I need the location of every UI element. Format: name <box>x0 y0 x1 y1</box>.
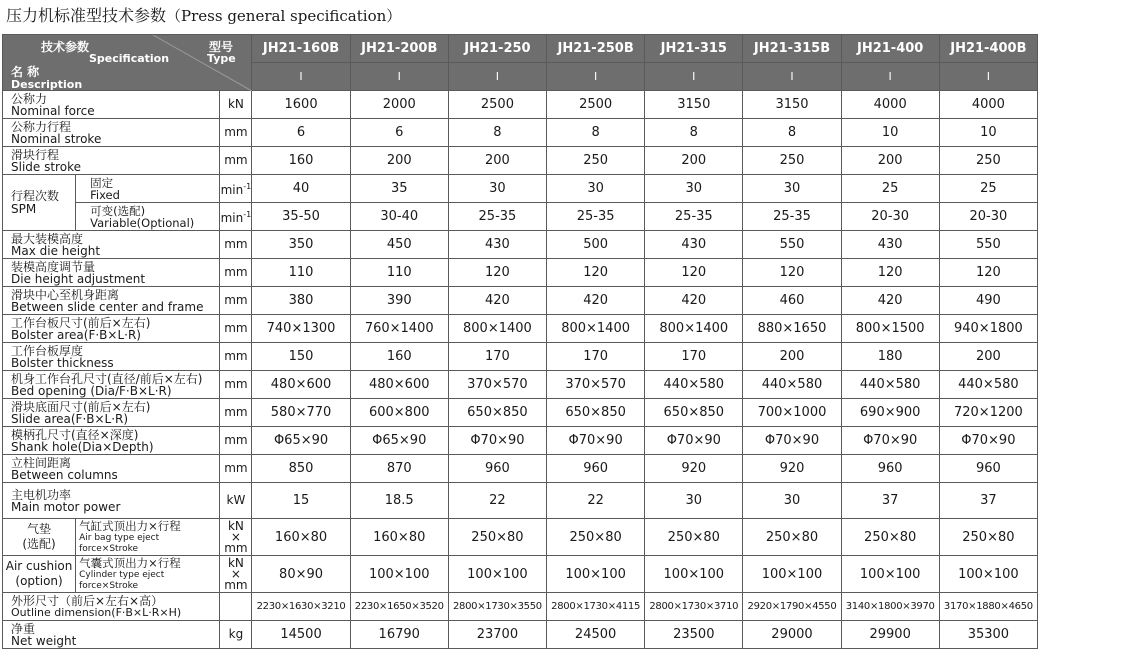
row-unit: mm <box>220 119 252 147</box>
row-unit <box>220 593 252 621</box>
table-cell: 3140×1800×3970 <box>841 593 939 621</box>
table-cell: 24500 <box>547 621 645 649</box>
table-cell: 120 <box>547 259 645 287</box>
table-cell: 2800×1730×3710 <box>645 593 743 621</box>
table-cell: Φ70×90 <box>448 427 546 455</box>
row-unit: mm <box>220 427 252 455</box>
spec-table <box>2 34 1038 649</box>
desc-en: Description <box>11 78 83 91</box>
table-cell: 35 <box>350 175 448 203</box>
row-description: 立柱间距离 Between columns <box>3 455 220 483</box>
row-unit: mm <box>220 343 252 371</box>
table-cell: 15 <box>252 483 350 519</box>
row-unit: kN × mm <box>220 519 252 556</box>
table-cell: 170 <box>645 343 743 371</box>
spec-zh: 技术参数 <box>41 40 90 54</box>
table-cell: 30 <box>448 175 546 203</box>
table-cell: 250×80 <box>841 519 939 556</box>
table-cell: 720×1200 <box>939 399 1037 427</box>
table-cell: 100×100 <box>645 556 743 593</box>
table-cell: 2230×1630×3210 <box>252 593 350 621</box>
table-cell: 650×850 <box>645 399 743 427</box>
table-cell: 200 <box>743 343 841 371</box>
table-cell: 850 <box>252 455 350 483</box>
table-cell: Φ65×90 <box>350 427 448 455</box>
table-cell: 350 <box>252 231 350 259</box>
table-cell: 740×1300 <box>252 315 350 343</box>
table-cell: 430 <box>645 231 743 259</box>
table-cell: 35-50 <box>252 203 350 231</box>
table-cell: 550 <box>939 231 1037 259</box>
table-cell: 420 <box>448 287 546 315</box>
table-cell: 100×100 <box>547 556 645 593</box>
row-unit: kN × mm <box>220 556 252 593</box>
table-cell: 200 <box>448 147 546 175</box>
header-corner <box>3 35 252 91</box>
table-cell: 3150 <box>743 91 841 119</box>
table-cell: 920 <box>743 455 841 483</box>
table-cell: 10 <box>841 119 939 147</box>
table-cell: 20-30 <box>939 203 1037 231</box>
row-unit: mm <box>220 455 252 483</box>
model-mark: I <box>547 63 645 91</box>
model-header: JH21-250B <box>547 35 645 63</box>
air-cushion-label-zh: 气垫 (选配) <box>3 519 76 556</box>
table-cell: 10 <box>939 119 1037 147</box>
table-cell: 8 <box>547 119 645 147</box>
table-row <box>3 259 1038 287</box>
table-cell: 440×580 <box>645 371 743 399</box>
table-cell: 180 <box>841 343 939 371</box>
table-cell: 120 <box>645 259 743 287</box>
table-cell: 250×80 <box>645 519 743 556</box>
table-cell: 37 <box>841 483 939 519</box>
table-cell: 430 <box>448 231 546 259</box>
table-cell: 120 <box>939 259 1037 287</box>
title-en: （Press general specification） <box>166 7 402 25</box>
table-cell: 120 <box>841 259 939 287</box>
table-cell: 25-35 <box>547 203 645 231</box>
table-cell: 200 <box>939 343 1037 371</box>
table-cell: 25 <box>939 175 1037 203</box>
table-cell: 30 <box>645 483 743 519</box>
table-cell: 370×570 <box>547 371 645 399</box>
table-cell: 450 <box>350 231 448 259</box>
type-en: Type <box>207 52 236 65</box>
table-cell: 650×850 <box>448 399 546 427</box>
row-description: 工作台板尺寸(前后×左右) Bolster area(F·B×L·R) <box>3 315 220 343</box>
table-row <box>3 455 1038 483</box>
table-row <box>3 343 1038 371</box>
row-description: 公称力行程 Nominal stroke <box>3 119 220 147</box>
table-cell: 960 <box>547 455 645 483</box>
table-cell: 460 <box>743 287 841 315</box>
table-cell: 960 <box>448 455 546 483</box>
table-cell: 960 <box>841 455 939 483</box>
row-unit: mm <box>220 287 252 315</box>
table-cell: 3170×1880×4650 <box>939 593 1037 621</box>
table-cell: 120 <box>448 259 546 287</box>
spm-group-label: 行程次数 SPM <box>3 175 76 231</box>
table-cell: 430 <box>841 231 939 259</box>
table-cell: 120 <box>743 259 841 287</box>
table-cell: 940×1800 <box>939 315 1037 343</box>
air-cushion-label-en: Air cushion (option) <box>3 556 76 593</box>
model-mark: I <box>645 63 743 91</box>
table-cell: 3150 <box>645 91 743 119</box>
table-cell: 23700 <box>448 621 546 649</box>
table-row <box>3 427 1038 455</box>
table-row <box>3 593 1038 621</box>
table-cell: 650×850 <box>547 399 645 427</box>
table-cell: 880×1650 <box>743 315 841 343</box>
table-cell: 37 <box>939 483 1037 519</box>
table-cell: 35300 <box>939 621 1037 649</box>
row-unit: mm <box>220 147 252 175</box>
row-unit: kg <box>220 621 252 649</box>
table-cell: 29000 <box>743 621 841 649</box>
table-row <box>3 119 1038 147</box>
table-cell: 420 <box>841 287 939 315</box>
row-unit: kN <box>220 91 252 119</box>
spec-en: Specification <box>89 52 170 65</box>
table-cell: 8 <box>645 119 743 147</box>
row-description: 机身工作台孔尺寸(直径/前后×左右) Bed opening (Dia/F·B×L·R) <box>3 371 220 399</box>
table-cell: 30 <box>743 175 841 203</box>
model-header: JH21-315 <box>645 35 743 63</box>
table-cell: 960 <box>939 455 1037 483</box>
table-cell: 250×80 <box>939 519 1037 556</box>
row-description: 滑块行程 Slide stroke <box>3 147 220 175</box>
table-cell: 250×80 <box>547 519 645 556</box>
model-mark: I <box>350 63 448 91</box>
model-mark: I <box>743 63 841 91</box>
table-row <box>3 399 1038 427</box>
model-mark: I <box>841 63 939 91</box>
row-unit: $\min^{-1}$ <box>220 175 252 203</box>
table-cell: 4000 <box>841 91 939 119</box>
table-cell: 1600 <box>252 91 350 119</box>
table-cell: 160 <box>252 147 350 175</box>
table-cell: 100×100 <box>939 556 1037 593</box>
table-row <box>3 483 1038 519</box>
model-header: JH21-400 <box>841 35 939 63</box>
table-row <box>3 91 1038 119</box>
table-cell: 18.5 <box>350 483 448 519</box>
row-unit: mm <box>220 231 252 259</box>
type-zh: 型号 <box>209 40 234 54</box>
table-cell: 110 <box>252 259 350 287</box>
table-cell: 250 <box>547 147 645 175</box>
table-cell: 170 <box>448 343 546 371</box>
table-cell: 20-30 <box>841 203 939 231</box>
model-header: JH21-200B <box>350 35 448 63</box>
table-cell: 110 <box>350 259 448 287</box>
spm-fixed-label: 固定 Fixed <box>76 175 220 203</box>
table-cell: 480×600 <box>252 371 350 399</box>
table-cell: 16790 <box>350 621 448 649</box>
title-zh: 压力机标准型技术参数 <box>6 6 167 25</box>
table-cell: 30 <box>645 175 743 203</box>
table-cell: 23500 <box>645 621 743 649</box>
table-cell: 920 <box>645 455 743 483</box>
table-cell: Φ70×90 <box>743 427 841 455</box>
table-cell: 80×90 <box>252 556 350 593</box>
header-row <box>3 35 1038 63</box>
row-description: 滑块底面尺寸(前后×左右) Slide area(F·B×L·R) <box>3 399 220 427</box>
table-cell: 380 <box>252 287 350 315</box>
table-cell: 420 <box>547 287 645 315</box>
model-mark: I <box>448 63 546 91</box>
table-cell: 8 <box>448 119 546 147</box>
table-cell: 2500 <box>448 91 546 119</box>
table-row <box>3 147 1038 175</box>
model-header: JH21-250 <box>448 35 546 63</box>
table-row <box>3 287 1038 315</box>
table-cell: 150 <box>252 343 350 371</box>
table-cell: 4000 <box>939 91 1037 119</box>
table-cell: 440×580 <box>743 371 841 399</box>
table-cell: 25-35 <box>645 203 743 231</box>
row-unit: $\min^{-1}$ <box>220 203 252 231</box>
row-description: 工作台板厚度 Bolster thickness <box>3 343 220 371</box>
table-cell: 480×600 <box>350 371 448 399</box>
table-cell: 200 <box>645 147 743 175</box>
table-cell: 2500 <box>547 91 645 119</box>
row-description: 装模高度调节量 Die height adjustment <box>3 259 220 287</box>
table-cell: 800×1400 <box>448 315 546 343</box>
table-cell: 2920×1790×4550 <box>743 593 841 621</box>
table-cell: 25-35 <box>448 203 546 231</box>
table-cell: 30-40 <box>350 203 448 231</box>
table-cell: 200 <box>350 147 448 175</box>
table-row <box>3 621 1038 649</box>
table-cell: 30 <box>547 175 645 203</box>
table-cell: 200 <box>841 147 939 175</box>
table-cell: 160 <box>350 343 448 371</box>
table-cell: Φ65×90 <box>252 427 350 455</box>
table-cell: 2800×1730×3550 <box>448 593 546 621</box>
table-cell: 800×1400 <box>547 315 645 343</box>
table-row <box>3 231 1038 259</box>
table-cell: 690×900 <box>841 399 939 427</box>
table-cell: 700×1000 <box>743 399 841 427</box>
table-row <box>3 315 1038 343</box>
table-row <box>3 556 1038 593</box>
model-header: JH21-400B <box>939 35 1037 63</box>
spm-variable-label: 可变(选配) Variable(Optional) <box>76 203 220 231</box>
table-cell: 30 <box>743 483 841 519</box>
table-cell: 250×80 <box>743 519 841 556</box>
air-bag-label: 气缸式顶出力×行程 Air bag type eject force×Stroke <box>76 519 220 556</box>
table-cell: 14500 <box>252 621 350 649</box>
table-cell: 370×570 <box>448 371 546 399</box>
desc-zh: 名 称 <box>11 65 40 79</box>
table-row <box>3 175 1038 203</box>
table-cell: 390 <box>350 287 448 315</box>
table-cell: 440×580 <box>841 371 939 399</box>
model-header: JH21-160B <box>252 35 350 63</box>
cylinder-label: 气囊式顶出力×行程 Cylinder type eject force×Stroke <box>76 556 220 593</box>
table-cell: 870 <box>350 455 448 483</box>
model-mark: I <box>252 63 350 91</box>
model-mark: I <box>939 63 1037 91</box>
table-row <box>3 371 1038 399</box>
row-unit: mm <box>220 259 252 287</box>
table-cell: 25-35 <box>743 203 841 231</box>
table-row <box>3 203 1038 231</box>
table-cell: 40 <box>252 175 350 203</box>
table-cell: 250×80 <box>448 519 546 556</box>
table-cell: 760×1400 <box>350 315 448 343</box>
table-cell: Φ70×90 <box>547 427 645 455</box>
row-description: 滑块中心至机身距离 Between slide center and frame <box>3 287 220 315</box>
model-header: JH21-315B <box>743 35 841 63</box>
page-title <box>6 6 401 26</box>
table-cell: 440×580 <box>939 371 1037 399</box>
table-cell: Φ70×90 <box>939 427 1037 455</box>
table-cell: 100×100 <box>743 556 841 593</box>
table-cell: 800×1500 <box>841 315 939 343</box>
row-unit: mm <box>220 315 252 343</box>
table-cell: 250 <box>939 147 1037 175</box>
table-cell: 22 <box>547 483 645 519</box>
table-cell: 490 <box>939 287 1037 315</box>
table-cell: 22 <box>448 483 546 519</box>
row-description: 模柄孔尺寸(直径×深度) Shank hole(Dia×Depth) <box>3 427 220 455</box>
table-cell: 600×800 <box>350 399 448 427</box>
row-description: 外形尺寸（前后×左右×高） Outline dimension(F·B×L·R×H) <box>3 593 220 621</box>
row-unit: mm <box>220 399 252 427</box>
table-cell: 500 <box>547 231 645 259</box>
row-description: 净重 Net weight <box>3 621 220 649</box>
table-cell: 420 <box>645 287 743 315</box>
table-cell: 6 <box>252 119 350 147</box>
table-cell: Φ70×90 <box>841 427 939 455</box>
table-cell: 550 <box>743 231 841 259</box>
table-cell: 160×80 <box>350 519 448 556</box>
table-cell: 2000 <box>350 91 448 119</box>
table-cell: 250 <box>743 147 841 175</box>
row-unit: kW <box>220 483 252 519</box>
table-cell: 170 <box>547 343 645 371</box>
row-description: 公称力 Nominal force <box>3 91 220 119</box>
table-cell: 100×100 <box>841 556 939 593</box>
row-unit: mm <box>220 371 252 399</box>
row-description: 最大装模高度 Max die height <box>3 231 220 259</box>
table-cell: 6 <box>350 119 448 147</box>
table-cell: Φ70×90 <box>645 427 743 455</box>
table-cell: 29900 <box>841 621 939 649</box>
table-cell: 8 <box>743 119 841 147</box>
table-cell: 100×100 <box>448 556 546 593</box>
table-cell: 160×80 <box>252 519 350 556</box>
table-cell: 580×770 <box>252 399 350 427</box>
table-cell: 25 <box>841 175 939 203</box>
table-cell: 800×1400 <box>645 315 743 343</box>
table-cell: 2800×1730×4115 <box>547 593 645 621</box>
table-cell: 2230×1650×3520 <box>350 593 448 621</box>
table-cell: 100×100 <box>350 556 448 593</box>
table-row <box>3 519 1038 556</box>
row-description: 主电机功率 Main motor power <box>3 483 220 519</box>
